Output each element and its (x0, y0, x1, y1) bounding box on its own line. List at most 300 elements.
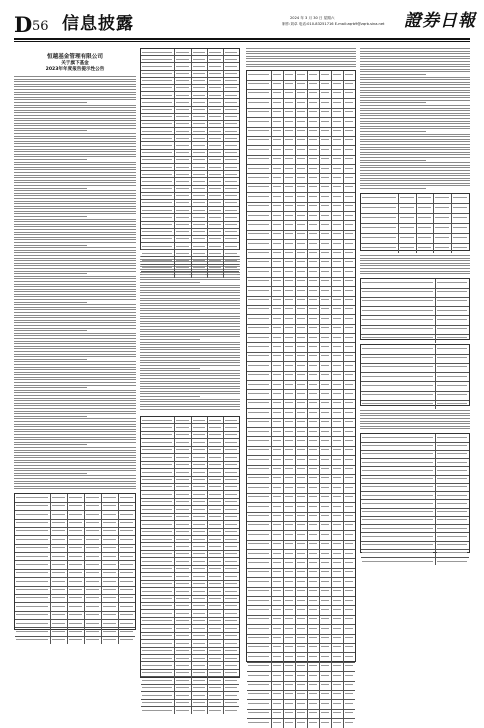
table-cell (434, 204, 452, 213)
table-cell (284, 578, 296, 586)
table-cell (320, 541, 332, 549)
text-line (360, 170, 470, 171)
table-cell (284, 419, 296, 427)
table-row (141, 257, 239, 264)
table-row (141, 558, 239, 565)
table-cell (85, 603, 102, 610)
text-line (14, 374, 136, 375)
table-cell (344, 719, 355, 727)
table-cell (141, 447, 175, 453)
table-cell (284, 400, 296, 408)
table-cell (284, 390, 296, 398)
table-cell (247, 419, 272, 427)
text-line (140, 360, 240, 361)
table-row (15, 628, 135, 636)
table-cell (296, 588, 308, 596)
table-cell (247, 550, 272, 558)
table-cell (296, 71, 308, 79)
table-cell (141, 85, 175, 91)
table-cell (332, 578, 344, 586)
table-cell (332, 259, 344, 267)
table-row (247, 362, 355, 371)
table-cell (308, 165, 320, 173)
text-line (360, 123, 470, 124)
table-row (141, 685, 239, 692)
table-cell (68, 494, 85, 501)
table-cell (68, 603, 85, 610)
table-cell (344, 146, 355, 154)
text-line (140, 305, 240, 306)
table-cell (224, 99, 239, 105)
table-cell (208, 648, 224, 654)
text-line (360, 128, 470, 129)
table-cell (284, 184, 296, 192)
table-row (141, 424, 239, 431)
table-cell (284, 325, 296, 333)
table-cell (247, 240, 272, 248)
table-cell (119, 494, 135, 501)
table-cell (85, 545, 102, 552)
table-cell (296, 653, 308, 661)
table-row (141, 78, 239, 85)
table-cell (175, 200, 191, 206)
table-cell (344, 297, 355, 305)
table-cell (141, 128, 175, 134)
table-cell (208, 417, 224, 423)
table-cell (320, 334, 332, 342)
text-line (360, 134, 470, 135)
table-cell (247, 409, 272, 417)
table-cell (208, 99, 224, 105)
table-cell (141, 142, 175, 148)
text-line (14, 385, 136, 386)
table-cell (284, 193, 296, 201)
table-cell (68, 520, 85, 527)
table-cell (332, 306, 344, 314)
table-cell (192, 207, 208, 213)
text-line (360, 58, 470, 59)
table-cell (208, 677, 224, 683)
text-line (14, 294, 136, 295)
table-cell (361, 194, 399, 203)
table-cell (175, 543, 191, 549)
table-cell (247, 531, 272, 539)
table-cell (247, 362, 272, 370)
table-cell (320, 315, 332, 323)
table-cell (175, 56, 191, 62)
table-row (361, 364, 469, 373)
table-cell (224, 558, 239, 564)
table-cell (361, 517, 436, 524)
table-cell (308, 578, 320, 586)
table-cell (344, 447, 355, 455)
table-cell (208, 581, 224, 587)
table-cell (332, 90, 344, 98)
table-cell (15, 587, 51, 594)
table-cell (361, 484, 436, 491)
table-cell (284, 334, 296, 342)
table-cell (272, 409, 284, 417)
table-cell (102, 628, 119, 635)
text-line (14, 278, 136, 279)
table-cell (296, 390, 308, 398)
table-cell (320, 700, 332, 708)
table-cell (284, 663, 296, 671)
table-row (141, 618, 239, 625)
table-cell (175, 685, 191, 691)
table-cell (224, 107, 239, 113)
text-line (360, 144, 470, 145)
table-cell (320, 437, 332, 445)
text-line (140, 375, 240, 376)
table-cell (434, 194, 452, 203)
table-cell (308, 466, 320, 474)
text-line (14, 130, 87, 131)
table-cell (192, 424, 208, 430)
table-cell (332, 297, 344, 305)
table-cell (361, 476, 436, 483)
table-row (247, 315, 355, 324)
table-cell (85, 620, 102, 627)
table-cell (417, 244, 435, 253)
text-line (14, 296, 136, 297)
table-row (247, 635, 355, 644)
table-cell (284, 109, 296, 117)
text-line (14, 208, 136, 209)
table-cell (247, 682, 272, 690)
table-cell (308, 653, 320, 661)
table-row (141, 543, 239, 550)
text-line (360, 95, 470, 96)
table-cell (320, 672, 332, 680)
text-line (14, 247, 136, 248)
table-row (247, 137, 355, 146)
table-cell (141, 107, 175, 113)
table-cell (272, 710, 284, 718)
table-cell (332, 588, 344, 596)
table-cell (308, 156, 320, 164)
table-cell (192, 610, 208, 616)
table-cell (332, 193, 344, 201)
table-cell (247, 109, 272, 117)
text-line (14, 346, 136, 347)
table-cell (284, 174, 296, 182)
table-cell (344, 409, 355, 417)
table-cell (344, 672, 355, 680)
table-row (141, 536, 239, 543)
table-cell (51, 620, 68, 627)
table-cell (344, 710, 355, 718)
table-cell (85, 536, 102, 543)
table-row (141, 588, 239, 595)
table-row (247, 456, 355, 465)
table-cell (247, 372, 272, 380)
table-row (141, 157, 239, 164)
table-cell (344, 381, 355, 389)
table-cell (436, 558, 469, 565)
table-cell (224, 186, 239, 192)
text-line (14, 390, 136, 391)
table-row (141, 477, 239, 484)
table-cell (175, 640, 191, 646)
table-cell (224, 454, 239, 460)
table-row (247, 325, 355, 334)
table-cell (51, 628, 68, 635)
table-cell (272, 663, 284, 671)
table-cell (272, 287, 284, 295)
table-cell (308, 90, 320, 98)
text-line (360, 273, 470, 274)
table-cell (361, 492, 436, 499)
table-row (361, 392, 469, 401)
text-line (360, 413, 470, 414)
table-cell (361, 279, 436, 287)
table-cell (224, 71, 239, 77)
table-cell (192, 272, 208, 278)
text-line (140, 406, 240, 407)
text-line (14, 408, 136, 409)
table-cell (272, 616, 284, 624)
table-cell (247, 259, 272, 267)
table-cell (332, 513, 344, 521)
table-cell (320, 212, 332, 220)
table-cell (208, 670, 224, 676)
table-row (141, 521, 239, 528)
table-cell (308, 616, 320, 624)
table-cell (308, 174, 320, 182)
table-cell (247, 466, 272, 474)
table-cell (344, 578, 355, 586)
table-cell (175, 536, 191, 542)
table-cell (119, 503, 135, 510)
table-cell (320, 653, 332, 661)
table-cell (344, 203, 355, 211)
table-row (247, 691, 355, 700)
table-cell (308, 588, 320, 596)
text-line (360, 110, 470, 111)
table-cell (102, 536, 119, 543)
table-cell (141, 521, 175, 527)
table-cell (344, 456, 355, 464)
table-cell (247, 691, 272, 699)
table-cell (175, 662, 191, 668)
table-cell (332, 71, 344, 79)
table-cell (272, 99, 284, 107)
text-line (14, 483, 136, 484)
table-row (15, 637, 135, 644)
table-cell (399, 204, 417, 213)
table-row (361, 509, 469, 517)
text-line (140, 323, 240, 324)
text-line (360, 74, 426, 75)
table-row (247, 409, 355, 418)
table-cell (320, 419, 332, 427)
table-cell (208, 640, 224, 646)
table-cell (208, 85, 224, 91)
table-cell (344, 691, 355, 699)
table-cell (224, 424, 239, 430)
table-cell (296, 606, 308, 614)
table-cell (296, 663, 308, 671)
text-line (14, 470, 136, 471)
table-cell (141, 92, 175, 98)
text-line (14, 400, 136, 401)
table-cell (208, 685, 224, 691)
table-row (141, 85, 239, 92)
text-line (140, 316, 240, 317)
table-cell (247, 616, 272, 624)
table-row (141, 677, 239, 684)
table-cell (296, 156, 308, 164)
table-row (15, 536, 135, 544)
table-cell (175, 566, 191, 572)
table-cell (102, 528, 119, 535)
page-number: 56 (32, 19, 49, 34)
table-row (361, 467, 469, 475)
table-cell (272, 644, 284, 652)
table-cell (119, 587, 135, 594)
table-cell (344, 81, 355, 89)
table-cell (208, 424, 224, 430)
table-cell (224, 265, 239, 271)
table-cell (344, 588, 355, 596)
text-line (14, 317, 136, 318)
table-cell (284, 231, 296, 239)
table-cell (344, 466, 355, 474)
table-cell (208, 499, 224, 505)
table-cell (320, 81, 332, 89)
table-cell (192, 670, 208, 676)
table-cell (247, 156, 272, 164)
table-cell (272, 372, 284, 380)
table-cell (192, 214, 208, 220)
table-cell (361, 373, 436, 381)
table-cell (296, 475, 308, 483)
table-cell (119, 511, 135, 518)
table-cell (208, 171, 224, 177)
table-row (247, 419, 355, 428)
table-cell (332, 325, 344, 333)
table-cell (308, 456, 320, 464)
text-line (14, 79, 136, 80)
table-row (361, 194, 469, 204)
table-row (247, 231, 355, 240)
table-cell (272, 193, 284, 201)
table-cell (247, 663, 272, 671)
table-cell (308, 137, 320, 145)
table-cell (192, 178, 208, 184)
table-cell (284, 128, 296, 136)
text-line (360, 141, 470, 142)
table-cell (119, 628, 135, 635)
table-cell (208, 491, 224, 497)
text-line (140, 352, 240, 353)
table-cell (272, 315, 284, 323)
table-cell (308, 682, 320, 690)
table-cell (85, 503, 102, 510)
table-cell (208, 114, 224, 120)
text-line (14, 195, 136, 196)
table-cell (272, 184, 284, 192)
table-row (361, 316, 469, 325)
text-line (140, 344, 240, 345)
table-cell (247, 128, 272, 136)
table-cell (192, 85, 208, 91)
table-cell (296, 522, 308, 530)
text-line (360, 260, 470, 261)
table-cell (344, 513, 355, 521)
table-cell (361, 244, 399, 253)
table-cell (175, 157, 191, 163)
text-line (14, 203, 136, 204)
table-cell (247, 203, 272, 211)
text-line (14, 136, 136, 137)
table-cell (247, 559, 272, 567)
table-row (247, 353, 355, 362)
table-cell (272, 437, 284, 445)
table-cell (208, 92, 224, 98)
table-cell (296, 146, 308, 154)
table-cell (361, 214, 399, 223)
text-line (14, 447, 136, 448)
table-cell (344, 156, 355, 164)
table-cell (332, 212, 344, 220)
table-cell (224, 214, 239, 220)
table-cell (192, 78, 208, 84)
table-cell (192, 588, 208, 594)
table-cell (192, 477, 208, 483)
table-cell (141, 677, 175, 683)
text-line (14, 190, 136, 191)
text-line (14, 481, 136, 482)
table-cell (320, 447, 332, 455)
table-cell (192, 655, 208, 661)
table-cell (68, 528, 85, 535)
text-line (14, 418, 136, 419)
table-cell (284, 466, 296, 474)
table-cell (332, 503, 344, 511)
table-cell (192, 142, 208, 148)
table-cell (332, 635, 344, 643)
table-cell (224, 229, 239, 235)
table-cell (320, 156, 332, 164)
table-cell (284, 597, 296, 605)
table-cell (320, 250, 332, 258)
table-cell (296, 184, 308, 192)
table-cell (208, 655, 224, 661)
table-cell (192, 243, 208, 249)
table-cell (141, 633, 175, 639)
table-cell (272, 362, 284, 370)
table-cell (272, 625, 284, 633)
table-cell (284, 259, 296, 267)
table-cell (247, 212, 272, 220)
table-row (141, 49, 239, 56)
table-cell (296, 466, 308, 474)
table-cell (68, 545, 85, 552)
table-cell (208, 243, 224, 249)
text-line (14, 377, 136, 378)
table-cell (296, 691, 308, 699)
table-cell (296, 362, 308, 370)
text-line (360, 162, 470, 163)
table-cell (102, 603, 119, 610)
table-cell (332, 531, 344, 539)
table-cell (436, 525, 469, 532)
text-line (360, 154, 470, 155)
column-1 (14, 48, 136, 630)
table-cell (308, 81, 320, 89)
